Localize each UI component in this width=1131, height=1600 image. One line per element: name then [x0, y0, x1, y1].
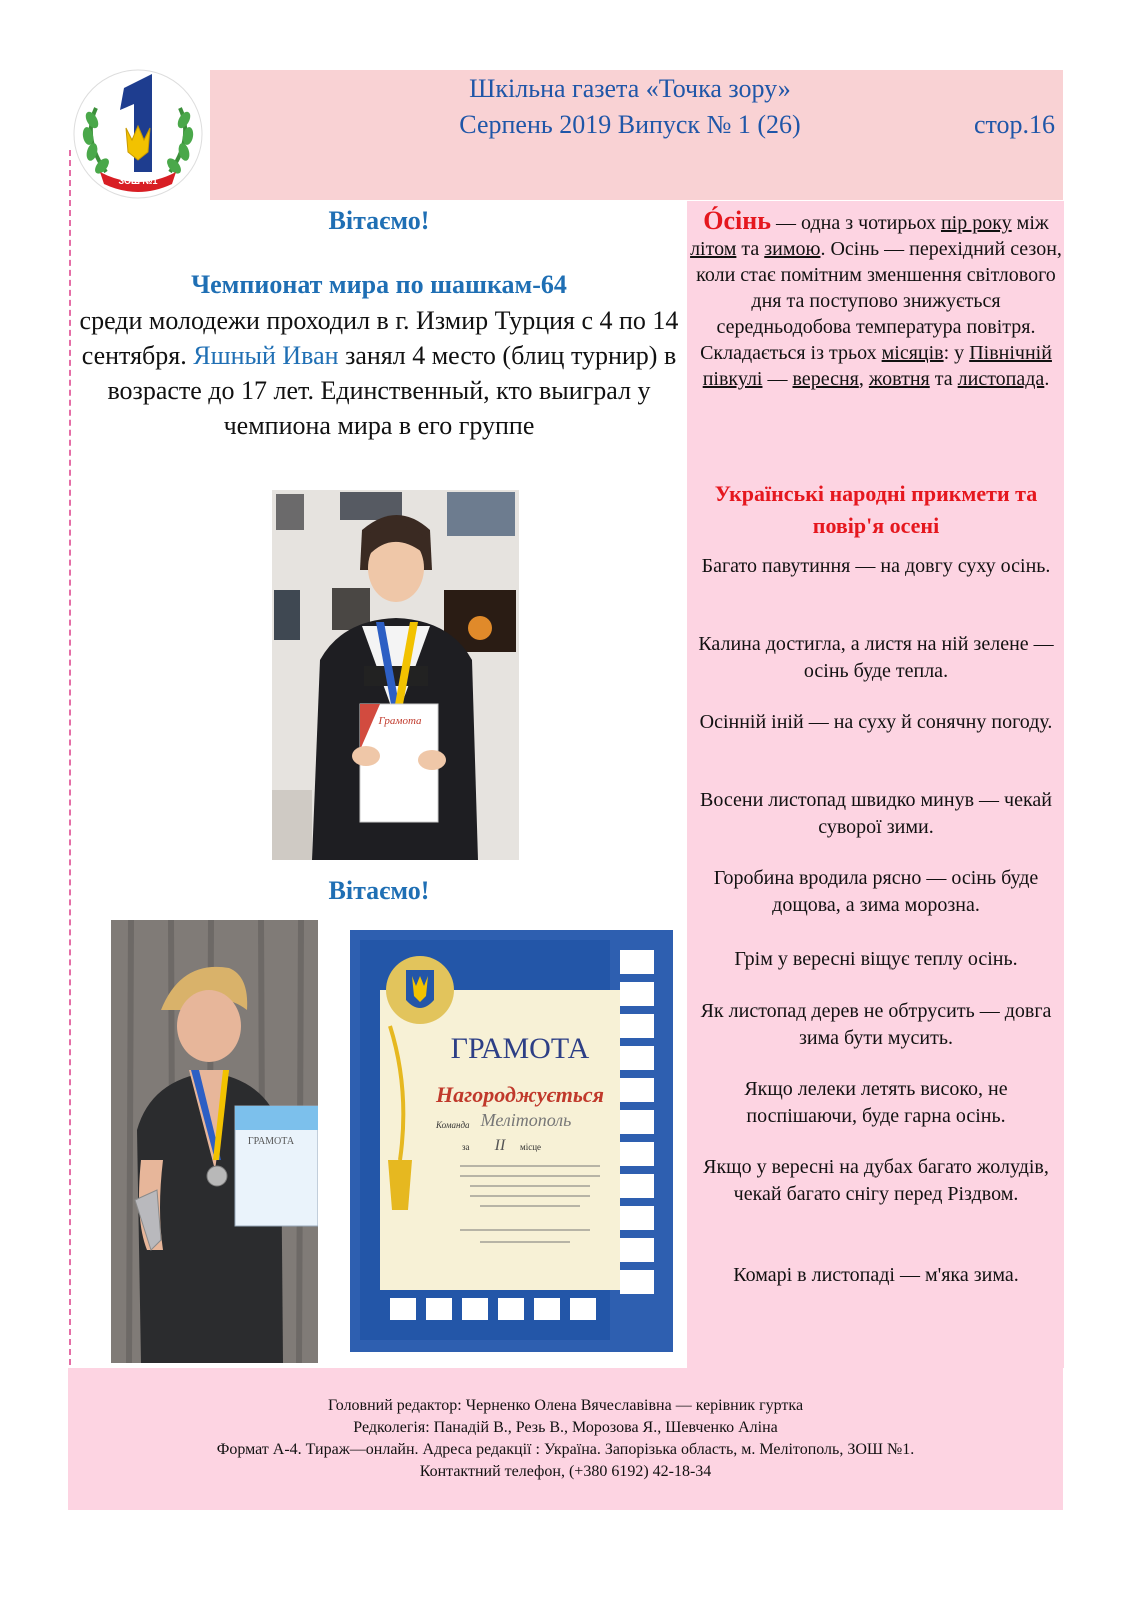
autumn-word: Óсінь — [703, 206, 772, 235]
issue-info: Серпень 2019 Випуск № 1 (26) — [459, 110, 801, 139]
certificate-team-label: Команда — [436, 1120, 470, 1130]
certificate-place-suffix: місце — [520, 1142, 542, 1152]
certificate-place: II — [494, 1137, 506, 1154]
link-northern-hemisphere[interactable]: Північній півкулі — [702, 342, 1052, 390]
omen-item: Якщо лелеки летять високо, не поспішаючи, буде гарна осінь. — [744, 1078, 1008, 1127]
certificate-title: ГРАМОТА — [450, 1032, 590, 1065]
omen-item: Комарі в листопаді — м'яка зима. — [733, 1264, 1019, 1286]
link-summer[interactable]: літом — [690, 238, 737, 260]
omen-item: Як листопад дерев не обтрусить — довга зима бути мусить. — [700, 1000, 1052, 1049]
champ-body-part-2: занял 4 место (блиц турнир) в возрасте до 17 лет. Единственный, кто выиграл у чемпиона мира в его группе — [107, 341, 677, 440]
footer-phone: Контактний телефон, (+380 6192) 42-18-34 — [419, 1463, 712, 1480]
autumn-text-5: : у — [943, 342, 965, 364]
photo-2-certificate-label: ГРАМОТА — [247, 1136, 295, 1147]
omen-item: Грім у вересні віщує теплу осінь. — [734, 948, 1018, 970]
greeting-heading-2: Вітаємо! — [328, 876, 430, 905]
omen-item: Якщо у вересні на дубах багато жолудів, чекай багато снігу перед Різдвом. — [703, 1156, 1049, 1205]
autumn-text-3: та — [741, 238, 760, 260]
photo-certificate — [350, 930, 673, 1352]
page-number: стор.16 — [973, 110, 1055, 139]
footer-format-address: Формат А-4. Тираж—онлайн. Адреса редакції : Україна. Запорізька область, м. Мелітополь, ЗОШ №1. — [216, 1441, 915, 1458]
link-months[interactable]: місяців — [881, 342, 944, 364]
omen-item: Горобина вродила рясно — осінь буде дощова, а зима морозна. — [713, 867, 1039, 916]
autumn-text-2: між — [1016, 212, 1049, 234]
footer-editorial-board: Редколегія: Панадій В., Резь В., Морозова Я., Шевченко Аліна — [353, 1419, 778, 1436]
certificate-team: Мелітополь — [480, 1110, 572, 1130]
link-september[interactable]: вересня — [792, 368, 859, 390]
champ-body-part-1: среди молодежи проходил в г. Измир Турция с 4 по 14 сентября. — [79, 306, 679, 370]
certificate-place-prefix: за — [462, 1142, 470, 1152]
logo-text: ЗОШ №1 — [118, 176, 158, 186]
link-november[interactable]: листопада — [957, 368, 1045, 390]
omen-item: Калина достигла, а листя на ній зелене — осінь буде тепла. — [698, 633, 1054, 682]
omen-item: Восени листопад швидко минув — чекай суворої зими. — [700, 789, 1052, 838]
certificate-awarded: Нагороджується — [436, 1082, 604, 1107]
link-october[interactable]: жовтня — [868, 368, 930, 390]
footer-editor: Головний редактор: Черненко Олена Вячеславівна — керівник гуртка — [327, 1397, 804, 1414]
autumn-text-4: . Осінь — перехідний сезон, коли стає помітним зменшення світлового дня та поступово знижується середньодобова температура повітря. Складається із трьох — [696, 238, 1062, 364]
autumn-text-1: — одна з чотирьох — [776, 212, 936, 234]
champion-name: Яшный Иван — [193, 341, 339, 370]
championship-text — [75, 303, 683, 443]
omens-heading: Українські народні прикмети та повір'я осені — [714, 481, 1038, 538]
autumn-text-6: — — [767, 368, 788, 390]
championship-title: Чемпионат мира по шашкам-64 — [191, 270, 567, 299]
photo-teen-with-trophy — [111, 920, 318, 1363]
footer-credits — [68, 1395, 1063, 1483]
omen-item: Осінній іній — на суху й сонячну погоду. — [699, 711, 1053, 733]
photo-boy-with-medal — [272, 490, 519, 860]
link-winter[interactable]: зимою — [764, 238, 821, 260]
newspaper-title: Шкільна газета «Точка зору» — [469, 74, 791, 103]
school-logo — [66, 68, 210, 200]
omen-item: Багато павутиння — на довгу суху осінь. — [701, 555, 1051, 577]
greeting-heading: Вітаємо! — [328, 206, 430, 235]
link-season[interactable]: пір року — [940, 212, 1012, 234]
left-dashed-border — [69, 150, 71, 1365]
autumn-definition: Óсінь — одна з чотирьох пір року між літом та зимою. Осінь — перехідний сезон, коли стає помітним зменшення світлового дня та поступово знижується середньодобова температура повітря. Складається із трьох місяців: у Північній півкулі — вересня, жовтня та листопада. — [690, 206, 1062, 390]
photo-certificate-label: Грамота — [378, 715, 422, 727]
autumn-text-7: та — [934, 368, 953, 390]
